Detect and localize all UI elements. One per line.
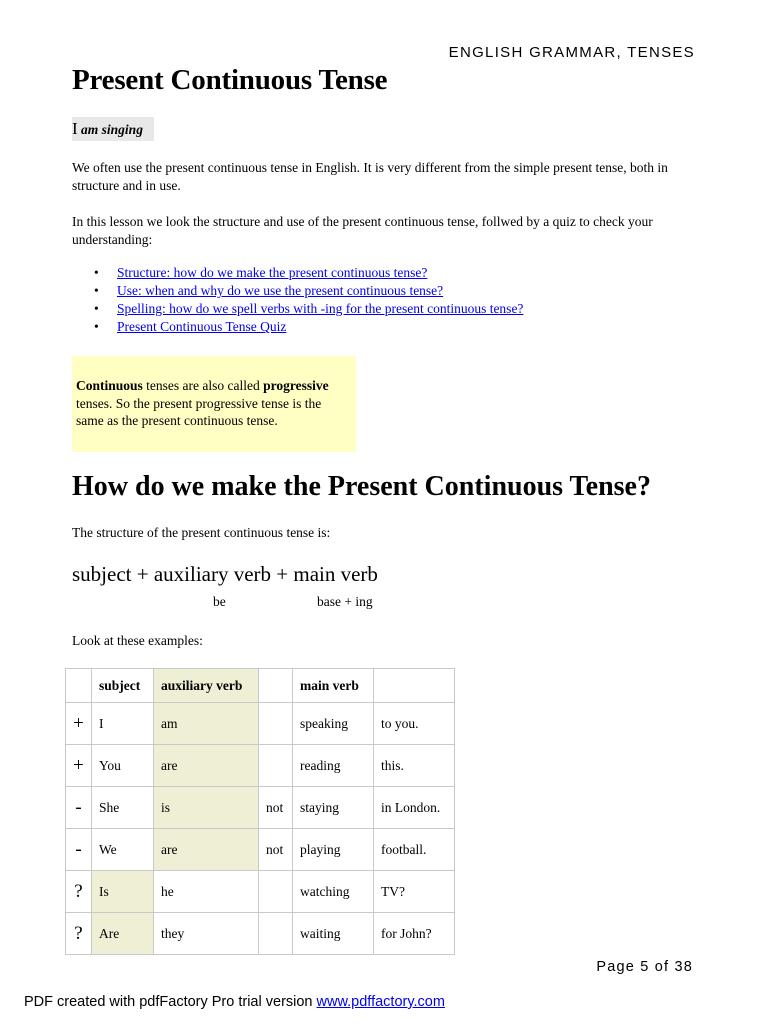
subject-cell: You <box>92 745 154 787</box>
bullet-icon: • <box>94 301 99 316</box>
table-row <box>66 787 455 829</box>
list-item <box>72 264 523 282</box>
not-cell: not <box>259 787 293 829</box>
link-use[interactable]: Use: when and why do we use the present continuous tense? <box>117 283 444 298</box>
table-header-row <box>66 669 455 703</box>
info-note-box <box>72 356 356 452</box>
main-verb-cell: watching <box>293 871 374 913</box>
sign-cell: + <box>66 745 92 787</box>
example-verb: am singing <box>81 122 143 137</box>
intro-paragraph-2: In this lesson we look the structure and use of the present continuous tense, follwed by a quiz to check your understanding: <box>72 214 653 247</box>
rest-cell: football. <box>374 829 455 871</box>
auxiliary-cell: Are <box>92 913 154 955</box>
subject-cell: I <box>92 703 154 745</box>
table-row <box>66 829 455 871</box>
pdffactory-link[interactable]: www.pdffactory.com <box>316 994 445 1010</box>
note-text <box>76 377 348 430</box>
auxiliary-cell: are <box>154 829 259 871</box>
example-sentence <box>72 117 154 141</box>
pdf-footer <box>24 994 445 1010</box>
subject-cell: We <box>92 829 154 871</box>
structure-formula: subject + auxiliary verb + main verb <box>72 562 378 586</box>
header-cell <box>259 669 293 703</box>
note-text-part: tenses. So the present progressive tense is the same as the present continuous tense. <box>76 395 322 428</box>
not-cell: not <box>259 829 293 871</box>
main-verb-cell: speaking <box>293 703 374 745</box>
section-heading: How do we make the Present Continuous Tense? <box>72 471 651 502</box>
sign-cell: ? <box>66 871 92 913</box>
bullet-icon: • <box>94 283 99 298</box>
link-structure[interactable]: Structure: how do we make the present continuous tense? <box>117 265 428 280</box>
examples-table <box>65 668 455 955</box>
example-pronoun: I <box>72 119 78 138</box>
rest-cell: for John? <box>374 913 455 955</box>
auxiliary-cell: am <box>154 703 259 745</box>
note-term-progressive: progressive <box>263 378 329 393</box>
rest-cell: this. <box>374 745 455 787</box>
auxiliary-cell: are <box>154 745 259 787</box>
not-cell <box>259 745 293 787</box>
table-row <box>66 745 455 787</box>
bullet-icon: • <box>94 265 99 280</box>
table-row <box>66 913 455 955</box>
link-spelling[interactable]: Spelling: how do we spell verbs with -ing for the present continuous tense? <box>117 301 524 316</box>
not-cell <box>259 913 293 955</box>
header-cell: main verb <box>293 669 374 703</box>
table-row <box>66 871 455 913</box>
main-verb-note: base + ing <box>317 594 373 609</box>
link-quiz[interactable]: Present Continuous Tense Quiz <box>117 319 287 334</box>
page-title: Present Continuous Tense <box>72 64 388 96</box>
sign-cell: - <box>66 787 92 829</box>
list-item <box>72 318 523 336</box>
rest-cell: in London. <box>374 787 455 829</box>
main-verb-cell: waiting <box>293 913 374 955</box>
examples-intro: Look at these examples: <box>72 633 203 648</box>
auxiliary-cell: Is <box>92 871 154 913</box>
header-cell: subject <box>92 669 154 703</box>
main-verb-cell: staying <box>293 787 374 829</box>
not-cell <box>259 871 293 913</box>
main-verb-cell: playing <box>293 829 374 871</box>
intro-paragraph-1: We often use the present continuous tense in English. It is very different from the simple present tense, both in structure and in use. <box>72 160 668 193</box>
sign-cell: - <box>66 829 92 871</box>
subject-cell: She <box>92 787 154 829</box>
footer-text: PDF created with pdfFactory Pro trial version <box>24 994 317 1010</box>
lesson-links <box>72 264 523 336</box>
auxiliary-cell: is <box>154 787 259 829</box>
list-item <box>72 300 523 318</box>
page-number: Page 5 of 38 <box>596 959 693 975</box>
subject-cell: they <box>154 913 259 955</box>
subject-cell: he <box>154 871 259 913</box>
main-verb-cell: reading <box>293 745 374 787</box>
bullet-icon: • <box>94 319 99 334</box>
note-term-continuous: Continuous <box>76 378 143 393</box>
table-row <box>66 703 455 745</box>
header-cell <box>374 669 455 703</box>
document-header: ENGLISH GRAMMAR, TENSES <box>448 44 695 61</box>
sign-cell: ? <box>66 913 92 955</box>
list-item <box>72 282 523 300</box>
rest-cell: TV? <box>374 871 455 913</box>
structure-intro: The structure of the present continuous tense is: <box>72 525 331 540</box>
not-cell <box>259 703 293 745</box>
auxiliary-note: be <box>213 594 226 609</box>
sign-cell: + <box>66 703 92 745</box>
header-cell: auxiliary verb <box>154 669 259 703</box>
rest-cell: to you. <box>374 703 455 745</box>
header-cell <box>66 669 92 703</box>
note-text-part: tenses are also called <box>142 378 264 393</box>
